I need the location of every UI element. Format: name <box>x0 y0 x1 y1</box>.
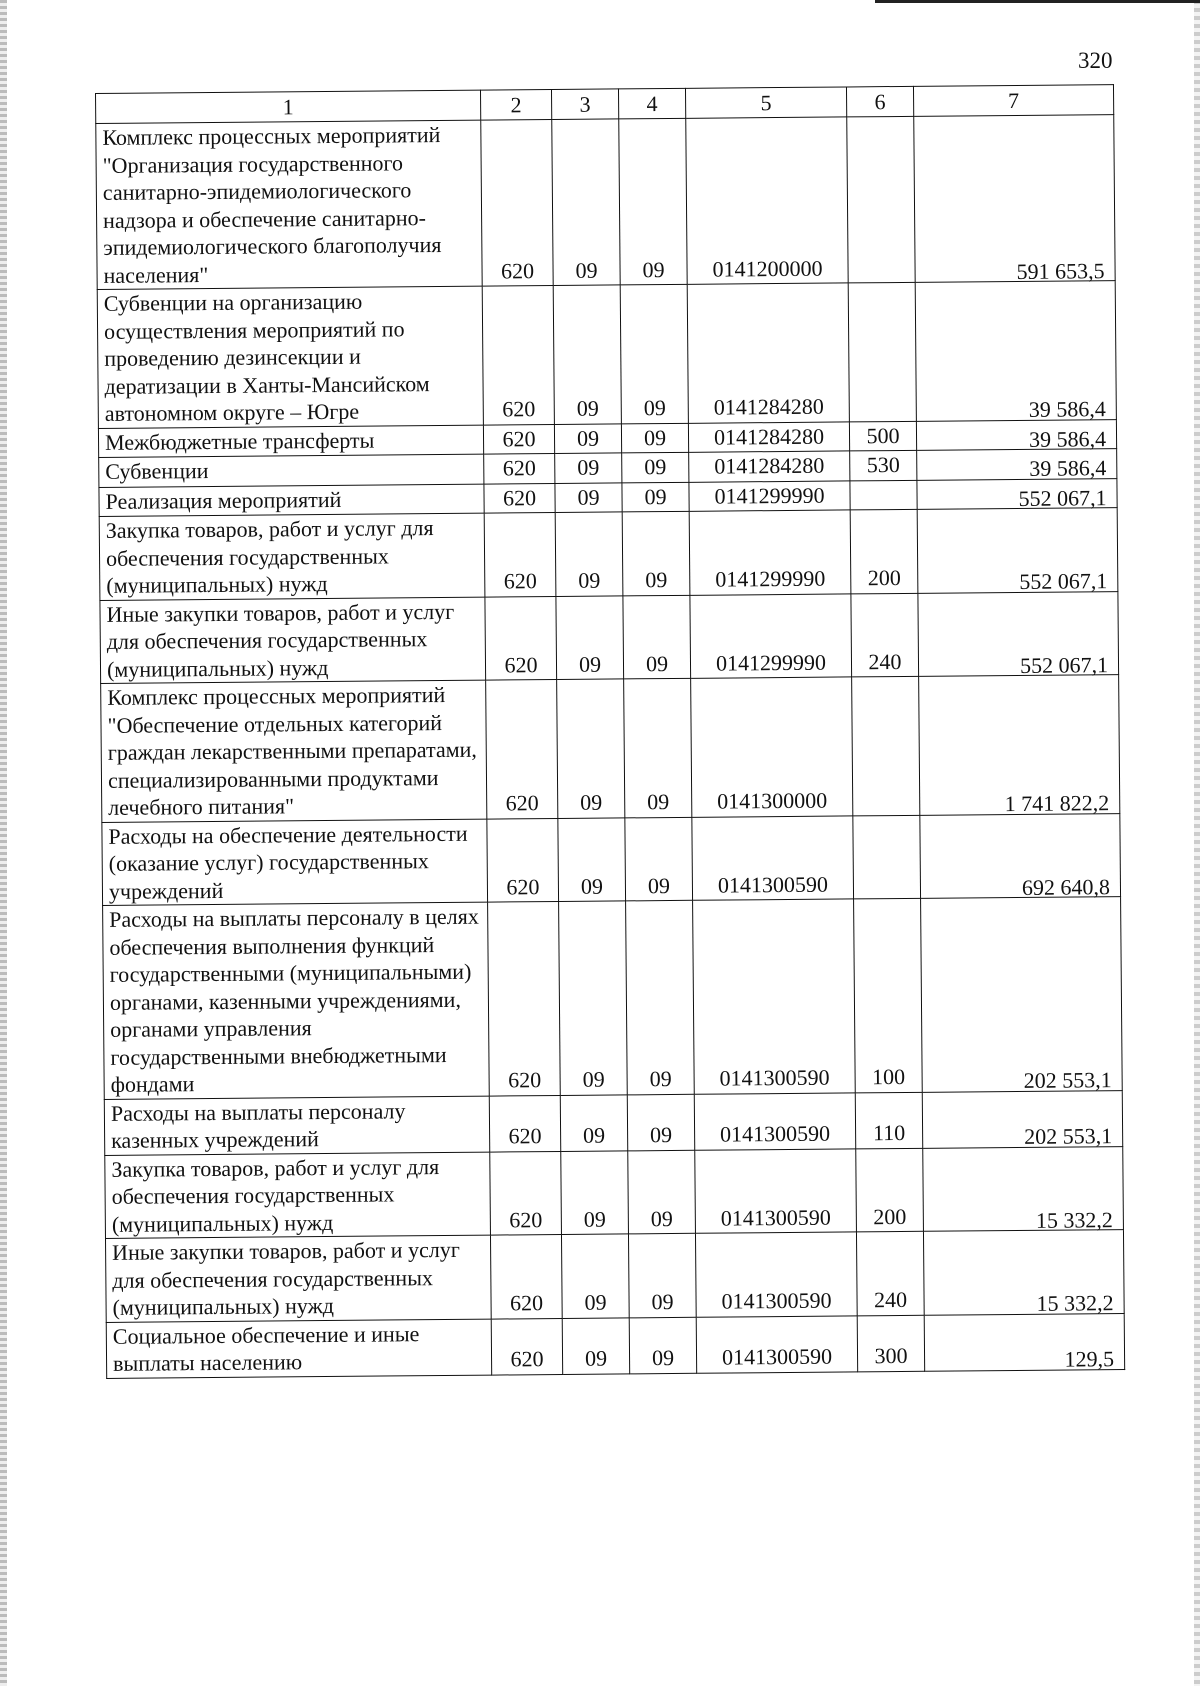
expense-type-code-cell <box>849 421 916 451</box>
row-name-cell <box>106 1319 491 1378</box>
section-code-cell <box>484 454 555 484</box>
target-article-code: 0141300590 <box>721 1343 833 1370</box>
row-name: Реализация мероприятий <box>105 486 342 514</box>
subsection-code: 09 <box>584 1289 607 1315</box>
row-name-cell <box>99 513 485 600</box>
amount: 39 586,4 <box>1028 396 1106 422</box>
table-row <box>96 115 1115 290</box>
expense-type-code-cell <box>857 1315 924 1372</box>
section-code-cell <box>487 818 559 902</box>
subsection-code-cell <box>553 285 621 424</box>
budget-table <box>95 84 1125 1378</box>
table-row <box>105 1146 1124 1238</box>
subsection-code-cell <box>559 901 628 1095</box>
expense-type-code: 110 <box>872 1119 906 1146</box>
amount-cell <box>917 478 1117 509</box>
subsection-code-2-cell <box>622 511 690 595</box>
amount-cell <box>922 1090 1122 1148</box>
amount: 15 332,2 <box>1036 1290 1114 1316</box>
subsection-code-2-cell <box>622 482 689 512</box>
row-name: Закупка товаров, работ и услуг для обеспечения государственных (муниципальных) нужд <box>105 515 434 598</box>
expense-type-code-cell <box>856 1148 924 1232</box>
target-article-code-cell <box>693 899 856 1094</box>
target-article-code-cell <box>689 510 851 595</box>
subsection-code-2-cell <box>623 595 691 679</box>
subsection-code: 09 <box>578 567 601 593</box>
section-code: 620 <box>510 1346 544 1372</box>
subsection-code-cell <box>558 817 626 901</box>
row-name-cell <box>100 597 486 684</box>
section-code: 620 <box>500 257 535 283</box>
target-article-code-cell <box>686 117 848 284</box>
row-name-cell <box>105 1235 491 1322</box>
subsection-code-2: 09 <box>645 567 668 593</box>
target-article-code: 0141300000 <box>717 787 828 814</box>
subsection-code-2: 09 <box>651 1344 675 1371</box>
row-name-cell <box>103 902 490 1099</box>
subsection-code-cell <box>555 512 623 596</box>
subsection-code-cell <box>555 453 622 483</box>
row-name: Закупка товаров, работ и услуг для обеспечения государственных (муниципальных) нужд <box>111 1153 440 1237</box>
subsection-code-2-cell <box>625 817 693 901</box>
section-code: 620 <box>509 1206 543 1232</box>
amount-cell <box>924 1313 1124 1371</box>
subsection-code-2-cell <box>627 1094 694 1151</box>
row-name: Социальное обеспечение и иные выплаты населению <box>112 1320 420 1376</box>
section-code-cell <box>488 901 561 1095</box>
row-name-cell <box>102 819 488 906</box>
amount-cell <box>917 449 1117 480</box>
subsection-code-2: 09 <box>643 424 667 450</box>
column-header: 1 <box>96 90 481 123</box>
target-article-code-cell <box>689 451 850 482</box>
expense-type-code: 100 <box>872 1063 906 1090</box>
table-row <box>99 508 1118 600</box>
subsection-code: 09 <box>583 1122 606 1148</box>
row-name: Субвенции <box>105 458 209 484</box>
section-code: 620 <box>502 455 536 481</box>
target-article-code-cell <box>695 1232 857 1317</box>
target-article-code-cell <box>696 1315 857 1372</box>
expense-type-code: 200 <box>873 1203 907 1229</box>
section-code: 620 <box>508 1123 542 1149</box>
row-name-cell <box>105 1152 491 1239</box>
table-row <box>104 1090 1122 1155</box>
subsection-code-2: 09 <box>650 1205 673 1231</box>
target-article-code-cell <box>687 283 849 423</box>
section-code-cell <box>482 286 554 425</box>
expense-type-code-cell <box>852 676 920 815</box>
amount: 552 067,1 <box>1019 651 1109 678</box>
row-name-cell <box>101 680 487 822</box>
section-code-cell <box>490 1151 562 1235</box>
target-article-code: 0141284280 <box>713 423 825 450</box>
subsection-code-2: 09 <box>651 1288 674 1315</box>
subsection-code-2: 09 <box>644 454 667 480</box>
subsection-code-2: 09 <box>650 1122 673 1148</box>
expense-type-code: 200 <box>867 564 901 591</box>
section-code-cell <box>486 679 558 818</box>
amount-cell <box>915 281 1116 421</box>
column-header: 2 <box>480 90 551 121</box>
page-number: 320 <box>1078 48 1113 73</box>
row-name-cell <box>96 120 482 289</box>
row-name: Расходы на выплаты персоналу казенных учреждений <box>110 1097 406 1153</box>
subsection-code: 09 <box>577 484 600 510</box>
target-article-code-cell <box>691 677 853 817</box>
budget-table-wrapper <box>95 84 1125 1378</box>
column-header: 7 <box>913 85 1113 117</box>
subsection-code-cell <box>554 423 621 453</box>
table-row <box>102 813 1121 905</box>
target-article-code: 0141299990 <box>715 565 826 592</box>
amount: 15 332,2 <box>1035 1206 1113 1233</box>
row-name-cell <box>99 454 484 487</box>
subsection-code-2: 09 <box>647 872 671 898</box>
expense-type-code: 300 <box>874 1342 908 1369</box>
amount-cell <box>919 675 1120 815</box>
target-article-code: 0141284280 <box>714 452 825 479</box>
subsection-code-2: 09 <box>644 483 667 509</box>
subsection-code-2-cell <box>622 452 689 482</box>
subsection-code: 09 <box>582 1066 605 1092</box>
target-article-code: 0141300590 <box>719 1064 830 1091</box>
subsection-code-cell <box>561 1150 629 1234</box>
section-code: 620 <box>509 1290 544 1316</box>
row-name: Комплекс процессных мероприятий "Обеспечение отдельных категорий граждан лекарственными препаратами, специализированными продуктами лечебного питания" <box>107 681 477 820</box>
expense-type-code-cell <box>850 450 917 480</box>
table-row <box>100 591 1119 683</box>
expense-type-code-cell <box>848 282 916 421</box>
subsection-code-cell <box>561 1234 629 1318</box>
subsection-code-2: 09 <box>649 1066 672 1092</box>
section-code-cell <box>481 120 553 287</box>
section-code: 620 <box>503 568 537 594</box>
expense-type-code: 500 <box>866 422 900 448</box>
expense-type-code-cell <box>854 898 923 1092</box>
amount-cell <box>921 897 1123 1092</box>
expense-type-code: 240 <box>873 1286 908 1313</box>
subsection-code-cell <box>555 482 622 512</box>
amount-cell <box>923 1146 1124 1231</box>
subsection-code-cell <box>562 1317 629 1374</box>
table-row <box>105 1230 1124 1322</box>
amount: 591 653,5 <box>1016 257 1105 284</box>
section-code: 620 <box>505 790 539 816</box>
table-row <box>103 897 1123 1099</box>
column-header: 6 <box>846 86 913 117</box>
subsection-code-cell <box>557 679 625 818</box>
amount-cell <box>916 419 1116 450</box>
amount: 1 741 822,2 <box>1004 790 1110 817</box>
target-article-code: 0141284280 <box>713 393 824 420</box>
row-name: Иные закупки товаров, работ и услуг для обеспечения государственных (муниципальных) нужд <box>112 1236 460 1320</box>
section-code: 620 <box>502 425 536 451</box>
expense-type-code-cell <box>853 815 921 899</box>
column-header: 4 <box>618 88 685 119</box>
expense-type-code-cell <box>856 1231 924 1315</box>
subsection-code: 09 <box>576 395 599 421</box>
target-article-code: 0141300590 <box>721 1287 832 1314</box>
row-name-cell <box>104 1096 489 1155</box>
subsection-code-2-cell <box>628 1150 696 1234</box>
subsection-code-2-cell <box>624 678 692 817</box>
target-article-code-cell <box>694 1092 855 1149</box>
subsection-code: 09 <box>580 873 604 899</box>
row-name: Субвенции на организацию осуществления мероприятий по проведению дезинсекции и дератизации в Ханты-Мансийском автономном округе – Югре <box>103 288 430 426</box>
subsection-code-2-cell <box>619 118 687 285</box>
amount: 202 553,1 <box>1024 1123 1113 1149</box>
section-code-cell <box>483 424 554 454</box>
column-header: 5 <box>685 87 846 118</box>
section-code-cell <box>489 1095 560 1152</box>
subsection-code: 09 <box>575 257 598 283</box>
target-article-code-cell <box>689 480 850 511</box>
amount: 129,5 <box>1064 1346 1115 1372</box>
column-header: 3 <box>551 89 618 120</box>
amount-cell <box>918 591 1119 676</box>
expense-type-code-cell <box>847 116 915 283</box>
target-article-code: 0141300590 <box>719 1120 831 1147</box>
target-article-code: 0141300590 <box>720 1204 831 1231</box>
section-code: 620 <box>508 1067 542 1093</box>
subsection-code-2-cell <box>626 900 695 1094</box>
target-article-code: 0141200000 <box>712 255 823 282</box>
amount-cell <box>914 115 1115 283</box>
amount: 552 067,1 <box>1018 484 1107 511</box>
target-article-code: 0141300590 <box>717 871 829 898</box>
subsection-code-2: 09 <box>645 650 669 676</box>
expense-type-code-cell <box>850 509 918 593</box>
target-article-code-cell <box>690 593 852 678</box>
table-row <box>106 1313 1124 1378</box>
amount-cell <box>923 1230 1124 1315</box>
subsection-code: 09 <box>584 1345 608 1371</box>
target-article-code: 0141299990 <box>714 482 825 509</box>
subsection-code: 09 <box>580 789 603 815</box>
row-name-cell <box>97 286 483 428</box>
section-code-cell <box>491 1318 562 1375</box>
expense-type-code: 530 <box>866 451 900 478</box>
subsection-code-2-cell <box>629 1317 696 1374</box>
row-name-cell <box>99 484 484 517</box>
subsection-code-cell <box>552 119 620 286</box>
amount: 552 067,1 <box>1019 568 1108 594</box>
target-article-code: 0141299990 <box>715 649 827 676</box>
subsection-code-cell <box>556 595 624 679</box>
row-name: Иные закупки товаров, работ и услуг для обеспечения государственных (муниципальных) нужд <box>106 598 455 682</box>
subsection-code-cell <box>560 1094 627 1151</box>
section-code: 620 <box>502 396 536 422</box>
subsection-code: 09 <box>578 651 602 677</box>
subsection-code-2-cell <box>620 284 688 423</box>
subsection-code-2-cell <box>621 423 688 453</box>
amount-cell <box>920 813 1121 898</box>
subsection-code-2: 09 <box>643 395 666 421</box>
table-body <box>96 115 1125 1378</box>
expense-type-code-cell <box>850 480 917 510</box>
subsection-code-2: 09 <box>647 789 670 815</box>
section-code: 620 <box>502 484 537 510</box>
section-code: 620 <box>504 651 538 677</box>
table-row <box>97 281 1116 428</box>
amount: 202 553,1 <box>1023 1067 1112 1093</box>
row-name: Межбюджетные трансферты <box>104 427 375 455</box>
section-code-cell <box>490 1234 562 1318</box>
target-article-code-cell <box>692 815 854 900</box>
section-code: 620 <box>506 873 540 899</box>
subsection-code: 09 <box>576 425 600 451</box>
section-code-cell <box>484 513 556 597</box>
amount: 39 586,4 <box>1028 425 1107 452</box>
amount: 39 586,4 <box>1029 455 1107 481</box>
subsection-code: 09 <box>583 1206 606 1232</box>
expense-type-code: 240 <box>868 648 902 674</box>
row-name: Расходы на выплаты персоналу в целях обеспечения выполнения функций государственными (муниципальными) органами, казенными учреждениями, органами управления государственными внебюджетными фондами <box>109 903 479 1097</box>
top-rule <box>875 0 1200 3</box>
row-name-cell <box>98 425 483 458</box>
target-article-code-cell <box>688 421 849 452</box>
subsection-code-2-cell <box>628 1233 696 1317</box>
subsection-code-2: 09 <box>642 256 665 282</box>
subsection-code: 09 <box>577 454 600 480</box>
row-name: Комплекс процессных мероприятий "Организация государственного санитарно-эпидемиологического надзора и обеспечение санитарно-эпидемиологического благополучия населения" <box>102 121 442 288</box>
scan-edge-left <box>0 0 7 1686</box>
section-code-cell <box>484 483 555 513</box>
expense-type-code-cell <box>851 593 919 677</box>
table-row <box>101 675 1120 822</box>
amount-cell <box>917 508 1118 593</box>
section-code-cell <box>485 596 557 680</box>
scan-edge-right <box>1194 0 1200 1686</box>
target-article-code-cell <box>695 1148 857 1233</box>
row-name: Расходы на обеспечение деятельности (оказание услуг) государственных учреждений <box>108 820 468 904</box>
expense-type-code-cell <box>855 1092 922 1149</box>
amount: 692 640,8 <box>1021 873 1111 900</box>
